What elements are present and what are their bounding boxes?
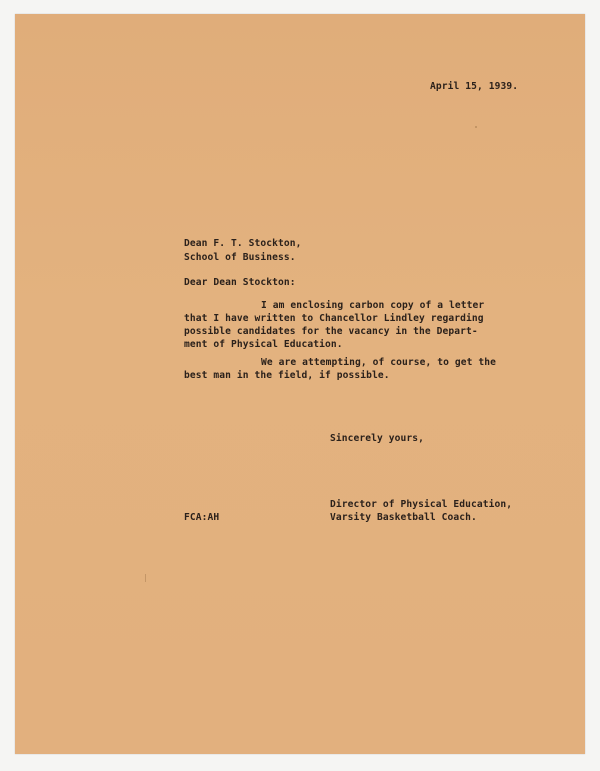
paragraph-1-line-2: that I have written to Chancellor Lindley regarding	[184, 313, 484, 324]
paragraph-2-line-2: best man in the field, if possible.	[184, 370, 390, 381]
signature-title-2: Varsity Basketball Coach.	[330, 512, 477, 523]
paper-speck	[475, 126, 477, 128]
signature-title-1: Director of Physical Education,	[330, 499, 513, 510]
reference-initials: FCA:AH	[184, 512, 220, 523]
paper-speck	[145, 574, 146, 582]
salutation: Dear Dean Stockton:	[184, 277, 296, 288]
paragraph-1-line-3: possible candidates for the vacancy in the Depart-	[184, 326, 478, 337]
recipient-department: School of Business.	[184, 252, 296, 263]
letter-page	[15, 14, 585, 754]
paragraph-1-line-1: I am enclosing carbon copy of a letter	[261, 300, 485, 311]
paragraph-1-line-4: ment of Physical Education.	[184, 339, 343, 350]
paragraph-2-line-1: We are attempting, of course, to get the	[261, 357, 497, 368]
letter-date: April 15, 1939.	[430, 81, 519, 92]
recipient-name: Dean F. T. Stockton,	[184, 238, 302, 249]
closing: Sincerely yours,	[330, 433, 425, 444]
